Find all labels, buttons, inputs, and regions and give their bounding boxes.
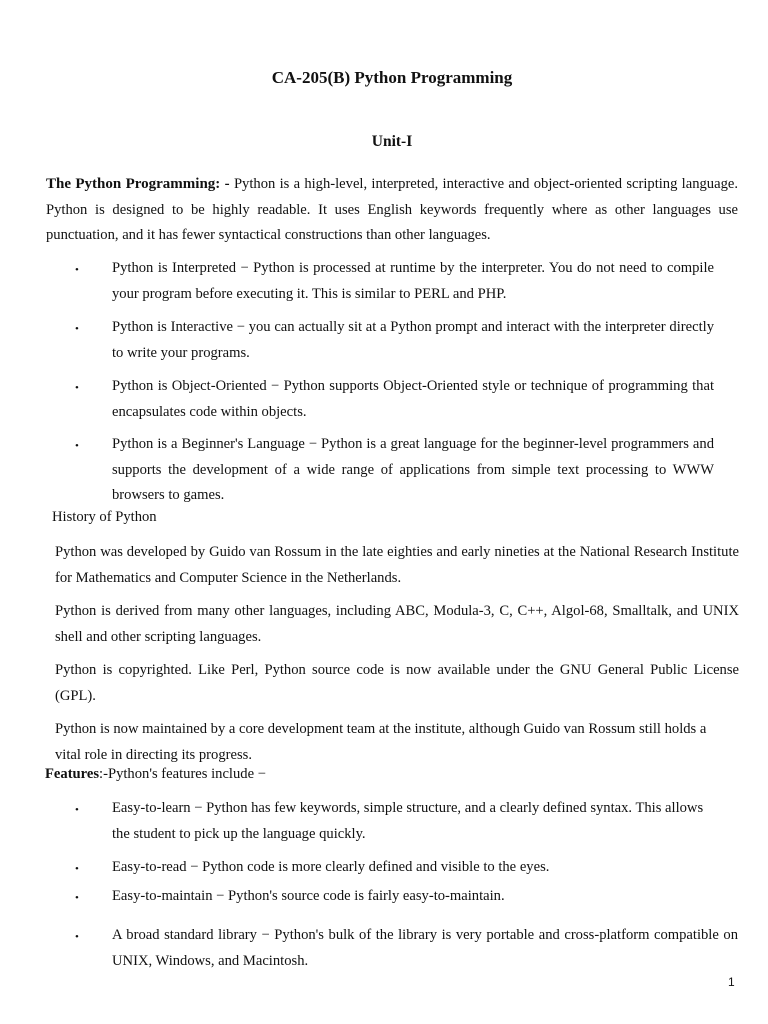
features-label: Features: [45, 766, 100, 782]
features-intro: :-Python's features include −: [99, 766, 266, 782]
history-paragraph: Python is copyrighted. Like Perl, Python source code is now available under the GNU General Public License (GPL).: [55, 662, 739, 704]
list-item: • Easy-to-read − Python code is more clearly defined and visible to the eyes.: [112, 855, 714, 881]
history-paragraph: Python is derived from many other languages, including ABC, Modula-3, C, C++, Algol-68, Smalltalk, and UNIX shell and other scripting languages.: [55, 603, 739, 645]
intro-text: Python is a high-level, interpreted, interactive and object-oriented scripting language. Python is designed to be highly readable. It uses English keywords frequently where as other languages use punctuation, and it has fewer syntactical constructions than other languages.: [46, 176, 738, 243]
unit-heading: Unit-I: [371, 133, 413, 150]
document-title: CA-205(B) Python Programming: [271, 68, 513, 87]
list-item: • Python is Interpreted − Python is processed at runtime by the interpreter. You do not need to compile your program before executing it. This is similar to PERL and PHP.: [112, 256, 714, 307]
list-item: • Easy-to-learn − Python has few keywords, simple structure, and a clearly defined syntax. This allows the student to pick up the language quickly.: [112, 796, 718, 847]
list-item: • A broad standard library − Python's bulk of the library is very portable and cross-platform compatible on UNIX, Windows, and Macintosh.: [112, 923, 738, 974]
intro-label: The Python Programming: -: [46, 176, 230, 192]
page-number: 1: [728, 975, 735, 989]
list-item: • Python is Object-Oriented − Python supports Object-Oriented style or technique of programming that encapsulates code within objects.: [112, 374, 714, 425]
history-paragraph: Python is now maintained by a core development team at the institute, although Guido van Rossum still holds a vital role in directing its progress.: [55, 721, 707, 763]
history-paragraph: Python was developed by Guido van Rossum in the late eighties and early nineties at the National Research Institute for Mathematics and Computer Science in the Netherlands.: [55, 544, 739, 586]
list-item: • Python is Interactive − you can actually sit at a Python prompt and interact with the interpreter directly to write your programs.: [112, 315, 714, 366]
list-item: • Easy-to-maintain − Python's source code is fairly easy-to-maintain.: [112, 884, 714, 910]
list-item: • Python is a Beginner's Language − Python is a great language for the beginner-level programmers and supports the development of a wide range of applications from simple text processing to WWW browsers to games.: [112, 432, 714, 509]
intro-paragraph: [46, 172, 738, 249]
features-heading: [45, 766, 545, 783]
history-heading: History of Python: [52, 509, 157, 525]
